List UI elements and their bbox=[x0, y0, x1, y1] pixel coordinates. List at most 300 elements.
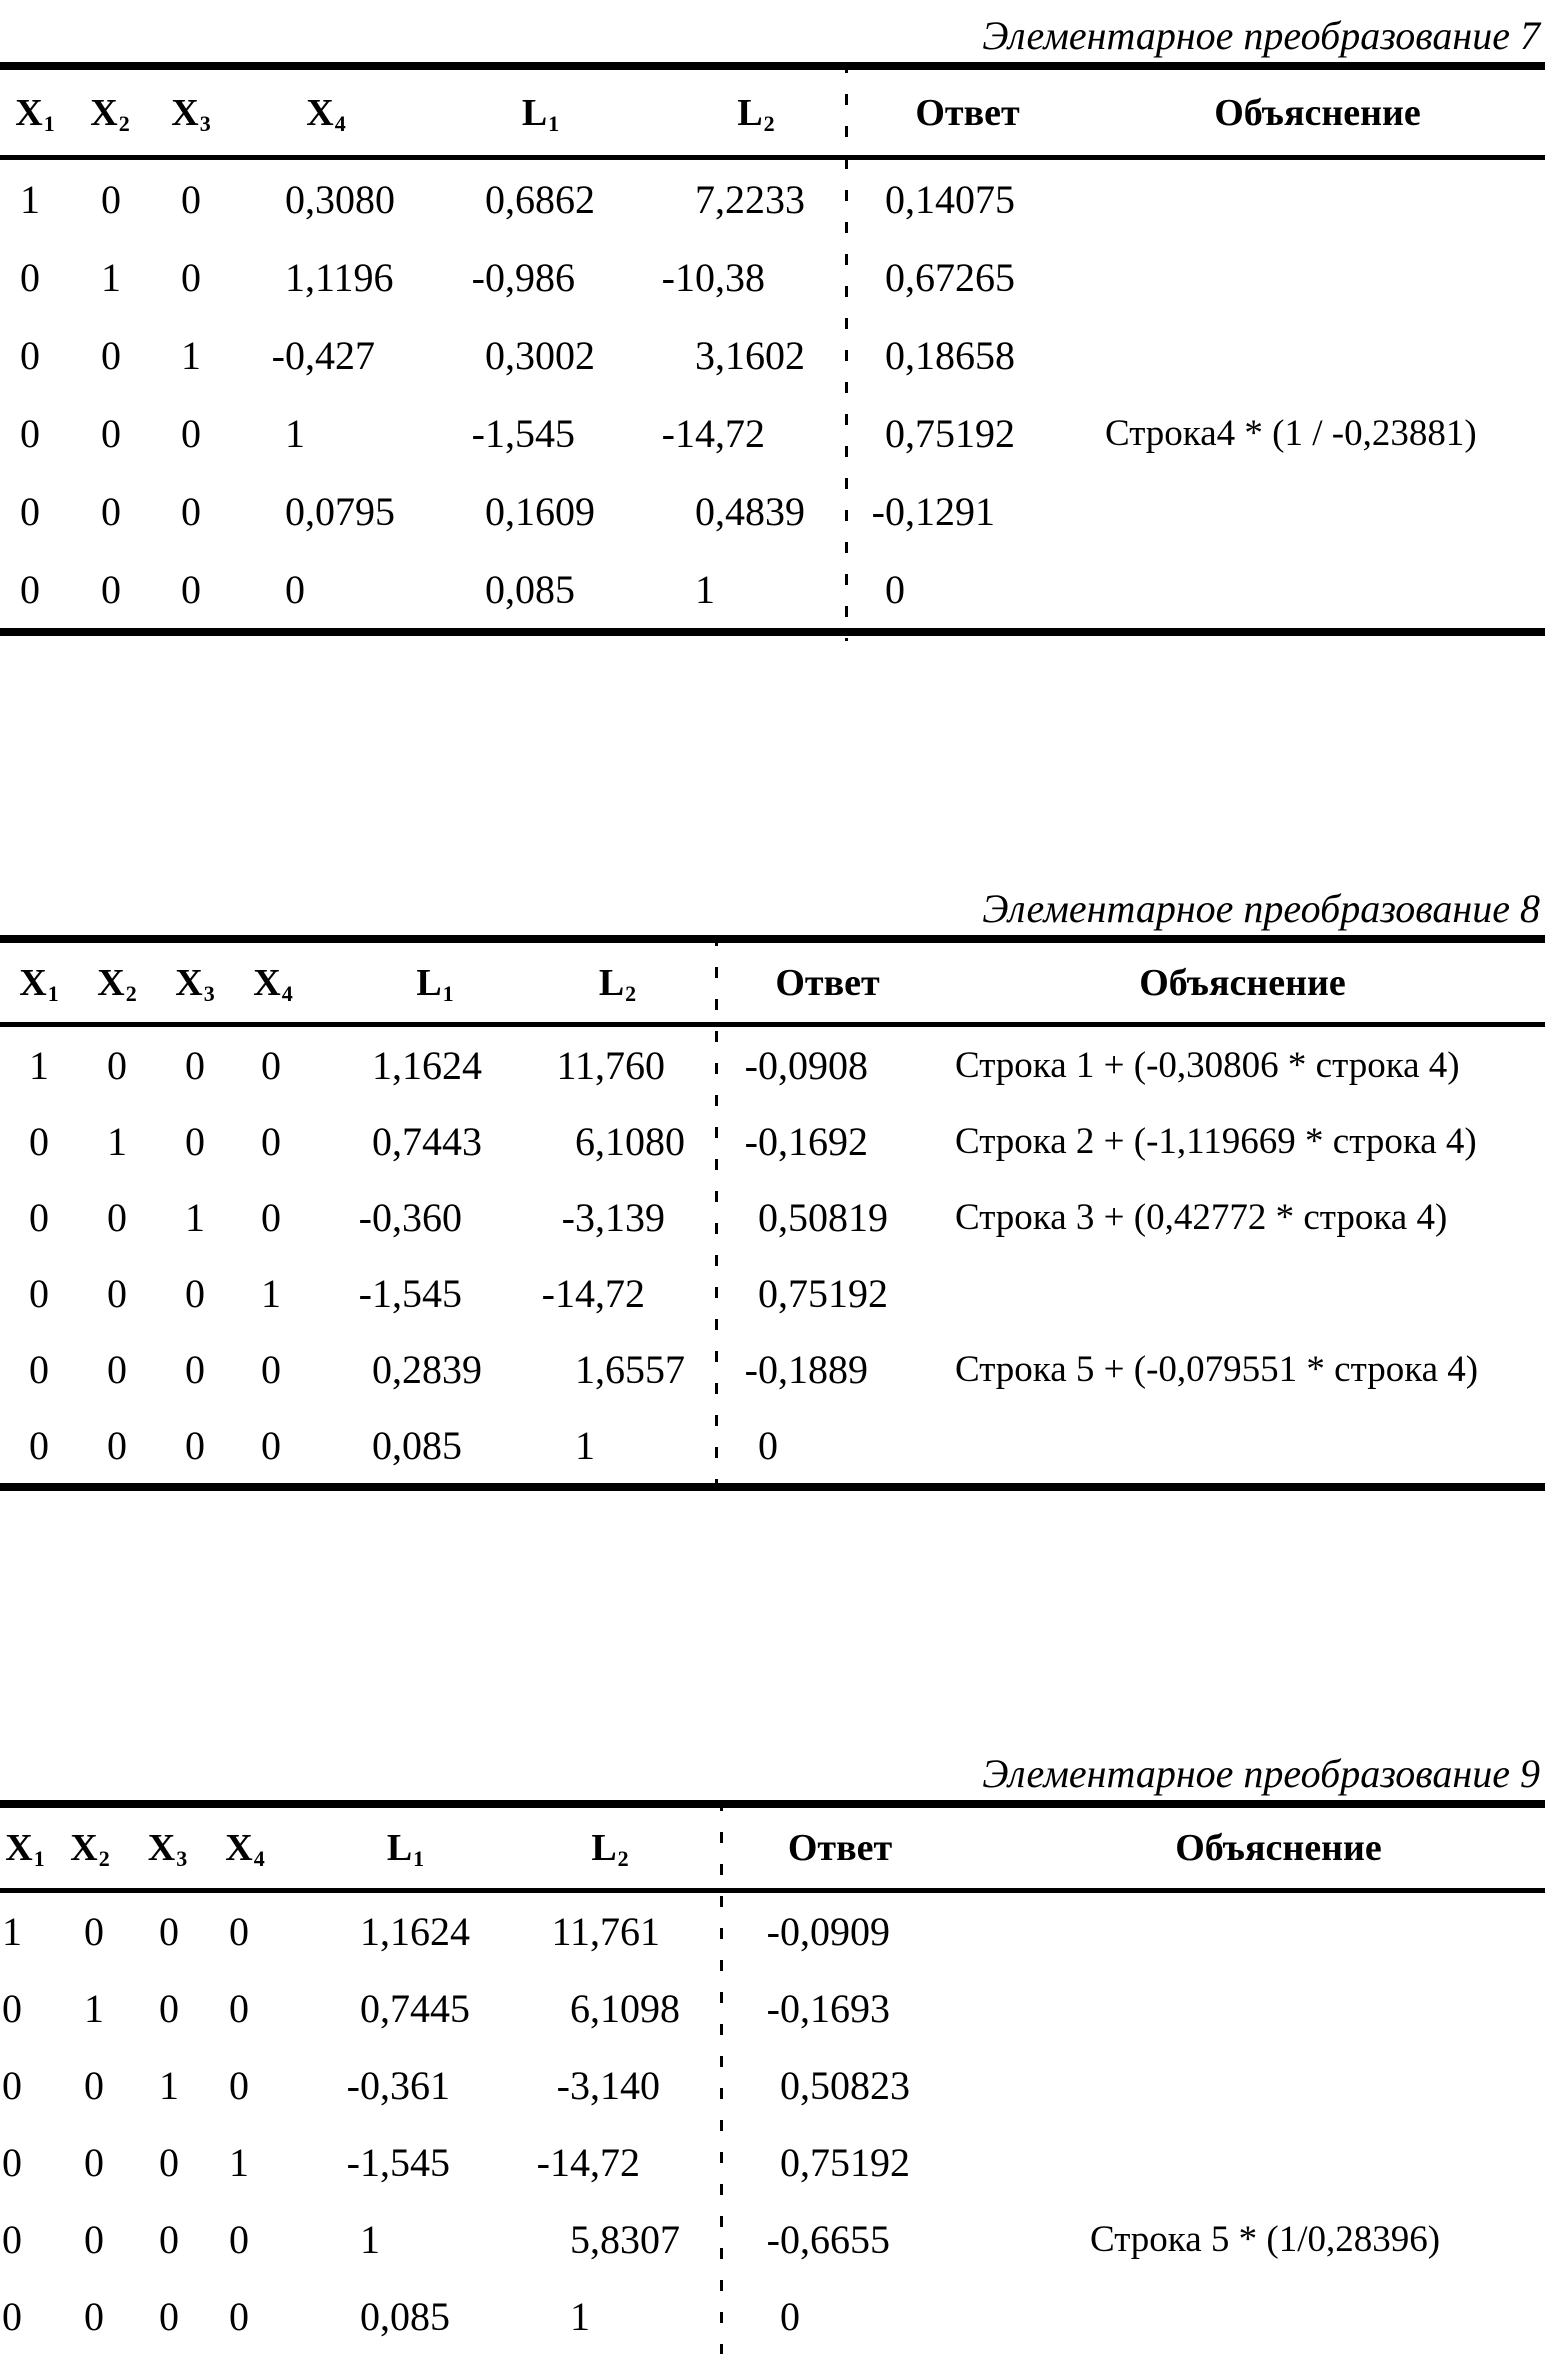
fraction-part: ,545 bbox=[392, 1270, 462, 1316]
column-header-subscript: 1 bbox=[413, 1846, 425, 1871]
fraction-part bbox=[205, 1194, 234, 1241]
fraction-part: ,1889 bbox=[778, 1346, 868, 1392]
matrix-row-6 bbox=[0, 550, 1545, 628]
integer-part: -10 bbox=[661, 254, 715, 300]
integer-part: 1 bbox=[2, 1909, 22, 1954]
dashed-column-separator bbox=[845, 62, 848, 641]
integer-part: 0 bbox=[101, 488, 121, 534]
fraction-part: ,0795 bbox=[305, 488, 395, 534]
matrix-row-6 bbox=[0, 2278, 1545, 2354]
value-cell bbox=[50, 1985, 130, 2032]
fraction-part bbox=[121, 410, 150, 457]
table-header-row bbox=[0, 943, 1545, 1027]
integer-part: -14 bbox=[661, 410, 715, 456]
value-cell bbox=[234, 1194, 312, 1241]
fraction-part bbox=[104, 1908, 130, 1955]
fraction-part: ,545 bbox=[380, 2140, 450, 2185]
integer-part: 0 bbox=[372, 1346, 392, 1392]
fraction-part bbox=[40, 566, 70, 613]
integer-part: 0 bbox=[20, 332, 40, 378]
integer-part: 1 bbox=[20, 176, 40, 222]
fraction-part bbox=[205, 1042, 234, 1089]
value-cell bbox=[285, 2139, 500, 2186]
fraction-part: ,50823 bbox=[800, 2063, 910, 2108]
fraction-part bbox=[104, 2293, 130, 2340]
fraction-part bbox=[595, 1422, 715, 1469]
fraction-part bbox=[49, 1346, 78, 1393]
value-cell bbox=[156, 1118, 234, 1165]
column-header-l2 bbox=[625, 89, 845, 137]
integer-part: 1 bbox=[285, 410, 305, 456]
fraction-part bbox=[380, 2216, 500, 2263]
integer-part: 0 bbox=[20, 254, 40, 300]
integer-part: 0 bbox=[285, 566, 305, 612]
fraction-part: ,1692 bbox=[778, 1118, 868, 1164]
value-cell bbox=[720, 1985, 960, 2032]
value-cell bbox=[0, 410, 70, 457]
column-header-x3 bbox=[150, 89, 232, 137]
value-cell bbox=[78, 1118, 156, 1165]
fraction-part bbox=[249, 2216, 285, 2263]
column-header-subscript: 4 bbox=[334, 110, 346, 136]
column-header-label: X bbox=[15, 91, 43, 134]
integer-part: 0 bbox=[885, 332, 905, 378]
fraction-part: ,1693 bbox=[800, 1986, 890, 2031]
fraction-part bbox=[22, 2216, 50, 2263]
value-cell bbox=[70, 488, 150, 535]
integer-part: 0 bbox=[29, 1346, 49, 1392]
fraction-part bbox=[40, 410, 70, 457]
matrix-row-3 bbox=[0, 1179, 1545, 1255]
transformation-7-section bbox=[0, 10, 1545, 636]
fraction-part bbox=[40, 176, 70, 223]
fraction-part bbox=[205, 1422, 234, 1469]
explanation-cell: Строка 5 * (1/0,28396) bbox=[1090, 2219, 1441, 2260]
fraction-part bbox=[201, 566, 232, 613]
value-cell bbox=[420, 488, 625, 535]
fraction-part bbox=[127, 1042, 156, 1089]
value-cell bbox=[420, 332, 625, 379]
fraction-part: ,361 bbox=[380, 2063, 450, 2108]
fraction-part: ,6862 bbox=[505, 176, 595, 222]
column-header-label: X bbox=[5, 1827, 33, 1869]
fraction-part: ,360 bbox=[392, 1194, 462, 1240]
value-cell bbox=[78, 1270, 156, 1317]
value-cell bbox=[156, 1422, 234, 1469]
column-header-l2 bbox=[520, 959, 715, 1007]
matrix-row-5 bbox=[0, 2201, 1545, 2278]
column-header-l1 bbox=[312, 959, 520, 1007]
integer-part: 0 bbox=[101, 566, 121, 612]
value-cell bbox=[715, 1346, 940, 1393]
fraction-part bbox=[800, 2293, 960, 2340]
column-header-subscript: 1 bbox=[548, 110, 560, 136]
value-cell bbox=[0, 1985, 50, 2032]
fraction-part: ,1624 bbox=[392, 1042, 482, 1088]
transformation-7-table bbox=[0, 62, 1545, 636]
integer-part: 0 bbox=[758, 1194, 778, 1240]
value-cell bbox=[720, 1908, 960, 1955]
value-cell bbox=[78, 1042, 156, 1089]
value-cell bbox=[500, 2139, 720, 2186]
integer-part: -0 bbox=[744, 1118, 778, 1164]
integer-part: 0 bbox=[181, 488, 201, 534]
integer-part: 5 bbox=[570, 2217, 590, 2262]
integer-part: 0 bbox=[185, 1346, 205, 1392]
integer-part: -1 bbox=[358, 1270, 392, 1316]
fraction-part: ,75192 bbox=[905, 410, 1015, 456]
value-cell bbox=[0, 1908, 50, 1955]
value-cell bbox=[234, 1042, 312, 1089]
integer-part: 1 bbox=[29, 1042, 49, 1088]
value-cell bbox=[150, 254, 232, 301]
integer-part: 0 bbox=[84, 2063, 104, 2108]
integer-part: 1 bbox=[575, 1346, 595, 1392]
column-header-x4 bbox=[232, 89, 420, 137]
explanation-cell: Строка4 * (1 / -0,23881) bbox=[1105, 412, 1477, 454]
column-header-label: Ответ bbox=[775, 961, 880, 1004]
column-header-subscript: 4 bbox=[281, 980, 293, 1006]
value-cell bbox=[625, 410, 845, 457]
integer-part: -0 bbox=[271, 332, 305, 378]
integer-part: 0 bbox=[20, 488, 40, 534]
integer-part: 0 bbox=[2, 1986, 22, 2031]
fraction-part: ,1602 bbox=[715, 332, 805, 378]
fraction-part bbox=[104, 2216, 130, 2263]
value-cell bbox=[234, 1118, 312, 1165]
fraction-part: ,1609 bbox=[505, 488, 595, 534]
value-cell bbox=[156, 1042, 234, 1089]
value-cell bbox=[234, 1422, 312, 1469]
value-cell bbox=[130, 1908, 205, 1955]
integer-part: 0 bbox=[84, 2217, 104, 2262]
integer-part: 0 bbox=[485, 566, 505, 612]
value-cell bbox=[205, 2139, 285, 2186]
value-cell bbox=[78, 1422, 156, 1469]
fraction-part bbox=[281, 1042, 312, 1089]
column-header-label: L bbox=[598, 961, 625, 1004]
fraction-part: ,72 bbox=[715, 410, 765, 456]
value-cell bbox=[0, 2139, 50, 2186]
fraction-part bbox=[49, 1270, 78, 1317]
value-cell bbox=[156, 1270, 234, 1317]
integer-part: 0 bbox=[107, 1042, 127, 1088]
value-cell bbox=[0, 176, 70, 223]
column-header-subscript: 2 bbox=[617, 1846, 629, 1871]
fraction-part bbox=[179, 2216, 205, 2263]
column-header-x2 bbox=[70, 89, 150, 137]
matrix-row-2 bbox=[0, 238, 1545, 316]
integer-part: 0 bbox=[261, 1118, 281, 1164]
value-cell bbox=[150, 488, 232, 535]
fraction-part: ,7443 bbox=[392, 1118, 482, 1164]
fraction-part: ,0909 bbox=[800, 1909, 890, 1954]
integer-part: 0 bbox=[485, 176, 505, 222]
value-cell bbox=[312, 1118, 520, 1165]
fraction-part bbox=[22, 1985, 50, 2032]
fraction-part bbox=[305, 566, 420, 613]
value-cell bbox=[156, 1346, 234, 1393]
table-caption bbox=[0, 883, 1545, 935]
integer-part: 0 bbox=[107, 1194, 127, 1240]
integer-part: 0 bbox=[107, 1422, 127, 1468]
value-cell bbox=[285, 2062, 500, 2109]
value-cell bbox=[500, 2062, 720, 2109]
column-header-label: X bbox=[175, 961, 203, 1004]
matrix-row-2 bbox=[0, 1970, 1545, 2047]
integer-part: 0 bbox=[84, 1909, 104, 1954]
fraction-part: ,72 bbox=[595, 1270, 645, 1316]
value-cell bbox=[70, 410, 150, 457]
integer-part: 0 bbox=[780, 2140, 800, 2185]
matrix-row-3 bbox=[0, 2047, 1545, 2124]
integer-part: 0 bbox=[2, 2294, 22, 2339]
value-cell bbox=[520, 1270, 715, 1317]
fraction-part bbox=[121, 332, 150, 379]
value-cell bbox=[420, 176, 625, 223]
fraction-part: ,085 bbox=[380, 2294, 450, 2339]
integer-part: 0 bbox=[780, 2294, 800, 2339]
column-header-label: Объяснение bbox=[1214, 91, 1421, 134]
column-header-subscript: 3 bbox=[203, 980, 215, 1006]
value-cell bbox=[285, 2216, 500, 2263]
value-cell bbox=[420, 566, 625, 613]
fraction-part: ,75192 bbox=[800, 2140, 910, 2185]
value-cell bbox=[70, 254, 150, 301]
fraction-part bbox=[201, 176, 232, 223]
value-cell bbox=[130, 2062, 205, 2109]
fraction-part bbox=[40, 332, 70, 379]
fraction-part: ,18658 bbox=[905, 332, 1015, 378]
column-header-label: Объяснение bbox=[1139, 961, 1346, 1004]
value-cell bbox=[520, 1042, 715, 1089]
integer-part: 0 bbox=[185, 1422, 205, 1468]
integer-part: 0 bbox=[758, 1270, 778, 1316]
matrix-row-4 bbox=[0, 1255, 1545, 1331]
integer-part: 0 bbox=[101, 410, 121, 456]
integer-part: 0 bbox=[159, 2140, 179, 2185]
integer-part: 1 bbox=[261, 1270, 281, 1316]
fraction-part: ,6557 bbox=[595, 1346, 685, 1392]
value-cell bbox=[130, 2293, 205, 2340]
matrix-row-1 bbox=[0, 1893, 1545, 1970]
fraction-part bbox=[179, 2139, 205, 2186]
value-cell bbox=[232, 566, 420, 613]
fraction-part bbox=[49, 1042, 78, 1089]
value-cell bbox=[500, 2216, 720, 2263]
value-cell bbox=[625, 332, 845, 379]
fraction-part bbox=[201, 410, 232, 457]
value-cell bbox=[50, 1908, 130, 1955]
column-header-subscript: 4 bbox=[253, 1846, 265, 1871]
value-cell bbox=[0, 1422, 78, 1469]
transformation-9-table bbox=[0, 1800, 1545, 2354]
fraction-part: ,1196 bbox=[305, 254, 394, 300]
integer-part: 0 bbox=[181, 176, 201, 222]
column-header-label: X bbox=[306, 91, 334, 134]
value-cell bbox=[70, 332, 150, 379]
fraction-part bbox=[905, 566, 1090, 613]
integer-part: -0 bbox=[766, 1986, 800, 2031]
integer-part: 0 bbox=[101, 176, 121, 222]
fraction-part bbox=[249, 2293, 285, 2340]
integer-part: 1 bbox=[107, 1118, 127, 1164]
column-header-label: X bbox=[97, 961, 125, 1004]
column-header-obyasnenie bbox=[960, 1826, 1545, 1870]
matrix-row-5 bbox=[0, 472, 1545, 550]
fraction-part: ,085 bbox=[392, 1422, 462, 1468]
value-cell bbox=[130, 1985, 205, 2032]
value-cell bbox=[285, 2293, 500, 2340]
matrix-row-6 bbox=[0, 1407, 1545, 1483]
integer-part: 0 bbox=[261, 1194, 281, 1240]
value-cell bbox=[720, 2139, 960, 2186]
value-cell bbox=[130, 2216, 205, 2263]
integer-part: 0 bbox=[885, 566, 905, 612]
integer-part: 0 bbox=[485, 488, 505, 534]
fraction-part bbox=[249, 1985, 285, 2032]
value-cell bbox=[520, 1422, 715, 1469]
value-cell bbox=[845, 488, 1090, 535]
integer-part: 11 bbox=[551, 1909, 590, 1954]
fraction-part: ,1098 bbox=[590, 1986, 680, 2031]
value-cell bbox=[420, 410, 625, 457]
column-header-otvet bbox=[845, 91, 1090, 135]
fraction-part: ,3002 bbox=[505, 332, 595, 378]
column-header-subscript: 3 bbox=[199, 110, 211, 136]
column-header-subscript: 2 bbox=[118, 110, 130, 136]
column-header-label: L bbox=[416, 961, 442, 1004]
fraction-part: ,67265 bbox=[905, 254, 1015, 300]
column-header-subscript: 1 bbox=[47, 980, 59, 1006]
column-header-l1 bbox=[285, 1824, 500, 1872]
fraction-part: ,545 bbox=[505, 410, 575, 456]
value-cell bbox=[0, 566, 70, 613]
column-header-label: X bbox=[225, 1827, 253, 1869]
fraction-part: ,7445 bbox=[380, 1986, 470, 2031]
integer-part: 0 bbox=[159, 1986, 179, 2031]
integer-part: 0 bbox=[485, 332, 505, 378]
fraction-part bbox=[201, 488, 232, 535]
fraction-part bbox=[281, 1118, 312, 1165]
matrix-row-1 bbox=[0, 1027, 1545, 1103]
fraction-part bbox=[778, 1422, 940, 1469]
value-cell bbox=[70, 566, 150, 613]
value-cell bbox=[0, 2293, 50, 2340]
value-cell bbox=[50, 2062, 130, 2109]
fraction-part bbox=[179, 1908, 205, 1955]
fraction-part bbox=[205, 1270, 234, 1317]
table-caption-text: Элементарное преобразование 9 bbox=[982, 1751, 1540, 1796]
column-header-label: X bbox=[70, 1827, 98, 1869]
integer-part: 0 bbox=[885, 176, 905, 222]
value-cell bbox=[205, 2216, 285, 2263]
integer-part: 0 bbox=[2, 2140, 22, 2185]
fraction-part bbox=[205, 1118, 234, 1165]
fraction-part bbox=[249, 1908, 285, 1955]
value-cell bbox=[232, 488, 420, 535]
fraction-part bbox=[281, 1194, 312, 1241]
column-header-x3 bbox=[130, 1824, 205, 1872]
value-cell bbox=[312, 1194, 520, 1241]
column-header-l2 bbox=[500, 1824, 720, 1872]
integer-part: 1 bbox=[360, 1909, 380, 1954]
integer-part: 1 bbox=[695, 566, 715, 612]
value-cell bbox=[500, 1908, 720, 1955]
explanation-cell: Строка 1 + (-0,30806 * строка 4) bbox=[955, 1044, 1460, 1086]
fraction-part bbox=[281, 1422, 312, 1469]
table-caption bbox=[0, 1748, 1545, 1800]
fraction-part: ,4839 bbox=[715, 488, 805, 534]
fraction-part: ,72 bbox=[590, 2140, 640, 2185]
dashed-column-separator bbox=[720, 1800, 723, 2354]
integer-part: 1 bbox=[159, 2063, 179, 2108]
value-cell bbox=[720, 2062, 960, 2109]
column-header-label: X bbox=[90, 91, 118, 134]
fraction-part bbox=[49, 1194, 78, 1241]
fraction-part: ,6655 bbox=[800, 2217, 890, 2262]
column-header-subscript: 3 bbox=[176, 1846, 188, 1871]
fraction-part bbox=[281, 1270, 312, 1317]
value-cell bbox=[70, 176, 150, 223]
value-cell bbox=[150, 410, 232, 457]
column-header-label: Ответ bbox=[787, 1827, 893, 1869]
column-header-label: L bbox=[521, 91, 548, 134]
fraction-part: ,2233 bbox=[715, 176, 805, 222]
integer-part: 0 bbox=[229, 2063, 249, 2108]
integer-part: -14 bbox=[536, 2140, 590, 2185]
value-cell bbox=[312, 1042, 520, 1089]
fraction-part bbox=[305, 410, 420, 457]
fraction-part: ,50819 bbox=[778, 1194, 888, 1240]
integer-part: -0 bbox=[871, 488, 905, 534]
integer-part: 0 bbox=[107, 1270, 127, 1316]
integer-part: 0 bbox=[101, 332, 121, 378]
fraction-part bbox=[127, 1118, 156, 1165]
fraction-part: ,1291 bbox=[905, 488, 995, 534]
fraction-part bbox=[49, 1118, 78, 1165]
value-cell bbox=[845, 176, 1090, 223]
integer-part: -0 bbox=[471, 254, 505, 300]
fraction-part bbox=[281, 1346, 312, 1393]
column-header-otvet bbox=[720, 1826, 960, 1870]
value-cell bbox=[312, 1422, 520, 1469]
integer-part: 0 bbox=[185, 1042, 205, 1088]
integer-part: -0 bbox=[744, 1042, 778, 1088]
value-cell bbox=[0, 254, 70, 301]
integer-part: 0 bbox=[261, 1422, 281, 1468]
value-cell bbox=[520, 1194, 715, 1241]
value-cell bbox=[0, 1270, 78, 1317]
integer-part: -0 bbox=[744, 1346, 778, 1392]
table-caption-text: Элементарное преобразование 7 bbox=[982, 13, 1540, 58]
integer-part: -1 bbox=[346, 2140, 380, 2185]
integer-part: -0 bbox=[358, 1194, 392, 1240]
integer-part: -0 bbox=[766, 2217, 800, 2262]
integer-part: 0 bbox=[2, 2063, 22, 2108]
integer-part: 0 bbox=[229, 2217, 249, 2262]
column-header-subscript: 2 bbox=[125, 980, 137, 1006]
integer-part: 0 bbox=[159, 1909, 179, 1954]
column-header-label: Объяснение bbox=[1175, 1827, 1382, 1869]
value-cell bbox=[78, 1346, 156, 1393]
column-header-x3 bbox=[156, 959, 234, 1007]
integer-part: 0 bbox=[229, 2294, 249, 2339]
fraction-part bbox=[121, 566, 150, 613]
dashed-column-separator bbox=[715, 935, 718, 1496]
fraction-part: ,986 bbox=[505, 254, 575, 300]
integer-part: 0 bbox=[261, 1042, 281, 1088]
